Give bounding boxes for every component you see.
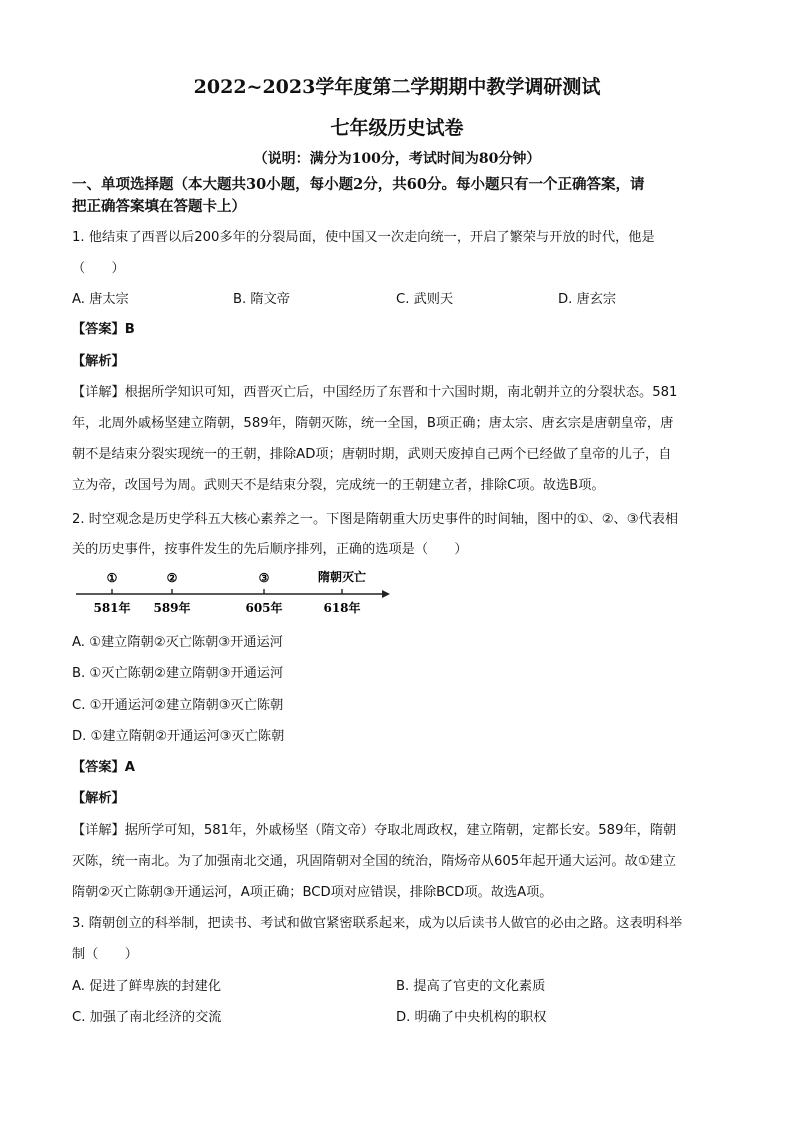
exam-note: （说明：满分为100分，考试时间为80分钟） [253,151,541,167]
exam-title: 2022~2023学年度第二学期期中教学调研测试 [193,76,601,98]
q3-stem-line1: 3. 隋朝创立的科举制，把读书、考试和做官紧密联系起来，成为以后读书人做官的必由之路。这表明科举 [72,916,683,931]
q3-option-a: A. 促进了鲜卑族的封建化 [72,979,222,994]
q2-answer: 【答案】A [72,760,135,775]
q1-option-b: B. 隋文帝 [233,292,290,307]
timeline-event-label: 隋朝灭亡 [317,570,367,584]
timeline-figure [72,564,402,620]
q2-stem-line2: 关的历史事件，按事件发生的先后顺序排列，正确的选项是（ ） [72,542,468,557]
q1-detail-line: 年，北周外戚杨坚建立隋朝，589年，隋朝灭陈，统一全国，B项正确；唐太宗、唐玄宗是唐朝皇帝，唐 [72,416,674,431]
timeline-arrowhead [382,590,390,598]
q1-option-d: D. 唐玄宗 [558,292,617,307]
exam-subtitle: 七年级历史试卷 [330,117,464,139]
q1-stem-line2: （ ） [72,261,125,276]
q3-stem-line2: 制（ ） [72,947,138,962]
q2-option-d: D. ①建立隋朝②开通运河③灭亡陈朝 [72,729,285,744]
q1-detail-line: 【详解】根据所学知识可知，西晋灭亡后，中国经历了东晋和十六国时期，南北朝并立的分裂状态。581 [72,385,678,400]
q2-option-c: C. ①开通运河②建立隋朝③灭亡陈朝 [72,698,284,713]
timeline-event-label: ③ [258,571,270,585]
q2-stem-line1: 2. 时空观念是历史学科五大核心素养之一。下图是隋朝重大历史事件的时间轴，图中的①、②、③代表相 [72,512,679,527]
q2-detail-line: 灭陈，统一南北。为了加强南北交通，巩固隋朝对全国的统治，隋炀帝从605年起开通大运河。故①建立 [72,854,677,869]
q2-option-b: B. ①灭亡陈朝②建立隋朝③开通运河 [72,666,284,681]
q1-stem-line1: 1. 他结束了西晋以后200多年的分裂局面，使中国又一次走向统一，开启了繁荣与开放的时代，他是 [72,230,655,245]
timeline-year-label: 605年 [245,601,283,615]
q1-option-c: C. 武则天 [396,292,454,307]
timeline-year-label: 618年 [323,601,361,615]
q2-option-a: A. ①建立隋朝②灭亡陈朝③开通运河 [72,635,283,650]
q1-detail-line: 朝不是结束分裂实现统一的王朝，排除AD项；唐朝时期，武则天废掉自己两个已经做了皇帝的儿子，自 [72,447,672,462]
q1-option-a: A. 唐太宗 [72,292,129,307]
q3-option-b: B. 提高了官吏的文化素质 [396,979,546,994]
q1-detail-line: 立为帝，改国号为周。武则天不是结束分裂，完成统一的王朝建立者，排除C项。故选B项。 [72,478,605,493]
timeline-svg [72,564,402,620]
q2-detail-line: 隋朝②灭亡陈朝③开通运河，A项正确；BCD项对应错误，排除BCD项。故选A项。 [72,885,553,900]
timeline-event-label: ② [166,571,178,585]
q1-answer: 【答案】B [72,322,135,337]
q3-option-d: D. 明确了中央机构的职权 [396,1010,547,1025]
section-heading-line1: 一、单项选择题（本大题共30小题，每小题2分，共60分。每小题只有一个正确答案，请 [72,176,645,193]
q2-analysis: 【解析】 [72,791,125,806]
q2-detail-line: 【详解】据所学可知，581年，外戚杨坚（隋文帝）夺取北周政权，建立隋朝，定都长安。589年，隋朝 [72,823,677,838]
q1-analysis: 【解析】 [72,354,125,369]
timeline-event-label: ① [106,571,118,585]
q3-option-c: C. 加强了南北经济的交流 [72,1010,222,1025]
timeline-year-label: 589年 [153,601,191,615]
section-heading-line2: 把正确答案填在答题卡上） [72,198,246,215]
timeline-year-label: 581年 [93,601,131,615]
